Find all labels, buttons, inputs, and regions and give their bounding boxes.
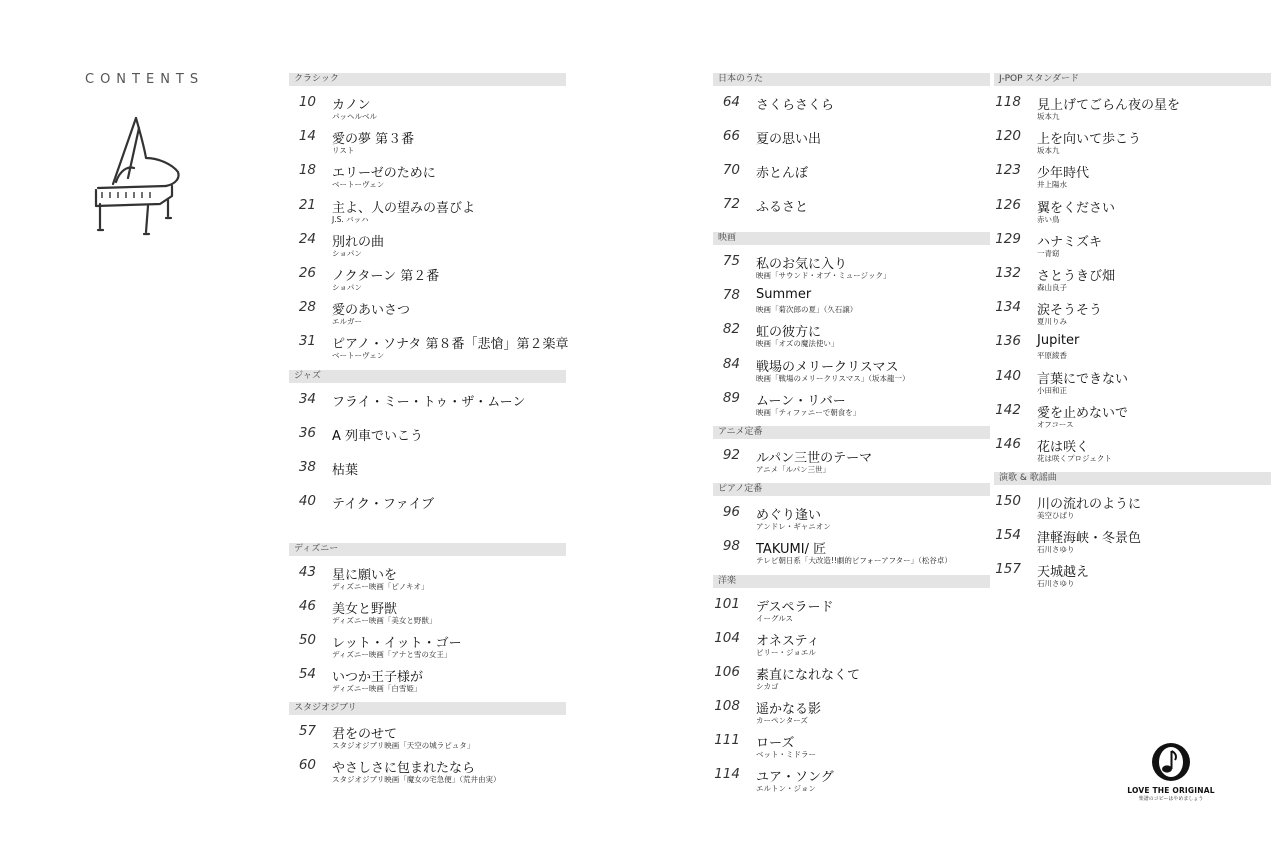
page-number: 28 — [298, 299, 316, 316]
toc-entry[interactable] — [289, 556, 566, 590]
song-artist: 井上陽水 — [1037, 180, 1067, 190]
toc-entry[interactable] — [713, 348, 990, 382]
song-title: ユア・ソング — [756, 770, 834, 786]
section-header: 洋楽 — [713, 575, 990, 588]
page-number: 92 — [722, 446, 740, 463]
song-artist: 坂本九 — [1037, 146, 1060, 156]
song-title: 主よ、人の望みの喜びよ — [332, 200, 476, 216]
song-title: ムーン・リバー — [756, 393, 846, 409]
toc-entry[interactable] — [289, 417, 566, 451]
song-title: 素直になれなくて — [756, 667, 861, 683]
song-title: 星に願いを — [332, 567, 398, 583]
song-artist: ディズニー映画「ピノキオ」 — [332, 581, 429, 591]
song-title: ピアノ・ソナタ 第８番「悲愴」第２楽章 — [332, 337, 569, 353]
song-title: TAKUMI/ 匠 — [756, 542, 827, 558]
page-number: 120 — [995, 128, 1021, 145]
song-title: 虹の彼方に — [756, 325, 822, 341]
song-title: 上を向いて歩こう — [1037, 132, 1142, 148]
section-header: ディズニー — [289, 543, 566, 556]
song-artist: 花は咲くプロジェクト — [1037, 453, 1112, 463]
song-artist: 映画「オズの魔法使い」 — [756, 339, 839, 349]
song-title: 枯葉 — [332, 462, 359, 478]
song-title: ローズ — [756, 736, 795, 752]
page-number: 146 — [995, 435, 1021, 452]
song-title: ふるさと — [756, 200, 809, 215]
song-title: ノクターン 第２番 — [332, 268, 440, 284]
song-artist: 石川さゆり — [1037, 545, 1075, 555]
song-artist: ベートーヴェン — [332, 180, 385, 190]
toc-entry[interactable] — [713, 758, 990, 792]
song-title: 赤とんぼ — [756, 166, 809, 181]
song-artist: 夏川りみ — [1037, 317, 1067, 327]
song-artist: 平原綾香 — [1037, 351, 1067, 361]
section-header: 演歌 & 歌謡曲 — [994, 472, 1271, 485]
music-note-logo-icon — [1148, 740, 1194, 784]
song-title: レット・イット・ゴー — [332, 635, 462, 651]
page-number: 82 — [722, 321, 740, 338]
song-artist: 石川さゆり — [1037, 579, 1075, 589]
song-title: 翼をください — [1037, 200, 1116, 216]
song-artist: オフコース — [1037, 419, 1074, 429]
song-title: デスペラード — [756, 599, 834, 615]
song-artist: ベット・ミドラー — [756, 750, 816, 760]
page-number: 64 — [722, 94, 740, 110]
toc-section — [289, 543, 566, 701]
song-artist: ショパン — [332, 248, 362, 258]
toc-entry[interactable] — [713, 120, 990, 154]
page-number: 114 — [714, 766, 740, 783]
section-header: ピアノ定番 — [713, 483, 990, 496]
song-artist: スタジオジブリ映画「魔女の宅急便」（荒井由実） — [332, 775, 501, 785]
toc-entry[interactable] — [289, 86, 566, 120]
page-number: 89 — [722, 389, 740, 406]
section-header: アニメ定番 — [713, 426, 990, 439]
song-artist: エルガー — [332, 317, 362, 327]
song-title: 愛のあいさつ — [332, 303, 411, 319]
page-number: 154 — [995, 527, 1021, 544]
page-number: 24 — [298, 230, 316, 247]
page-number: 40 — [298, 492, 316, 509]
toc-entry[interactable] — [713, 656, 990, 690]
page-number: 140 — [995, 367, 1021, 384]
page-number: 104 — [714, 629, 740, 646]
page-number: 142 — [995, 401, 1021, 418]
toc-entry[interactable] — [994, 428, 1271, 462]
page-number: 78 — [722, 287, 740, 304]
toc-entry[interactable] — [289, 451, 566, 485]
song-artist: ディズニー映画「アナと雪の女王」 — [332, 649, 452, 659]
song-title: 私のお気に入り — [756, 257, 848, 272]
page-number: 136 — [995, 333, 1021, 350]
toc-entry[interactable] — [994, 154, 1271, 188]
page-number: 66 — [722, 128, 740, 144]
page-number: 14 — [298, 128, 316, 145]
song-title: めぐり逢い — [756, 508, 822, 524]
toc-entry[interactable] — [994, 257, 1271, 291]
toc-entry[interactable] — [713, 188, 990, 222]
song-artist: 映画「戦場のメリークリスマス」（坂本龍一） — [756, 373, 910, 383]
song-artist: 赤い鳥 — [1037, 214, 1060, 224]
page-number: 34 — [298, 390, 316, 407]
song-artist: 映画「菊次郎の夏」（久石譲） — [756, 305, 858, 315]
page-number: 118 — [995, 94, 1021, 110]
logo-text: LOVE THE ORIGINAL — [1127, 786, 1215, 795]
toc-entry[interactable] — [289, 223, 566, 257]
toc-entry[interactable] — [289, 154, 566, 188]
song-title: Jupiter — [1037, 333, 1080, 349]
section-header: クラシック — [289, 73, 566, 86]
song-artist: ディズニー映画「白雪姫」 — [332, 684, 422, 694]
toc-entry[interactable] — [994, 519, 1271, 553]
song-title: オネスティ — [756, 633, 820, 649]
page-number: 129 — [995, 230, 1021, 247]
song-artist: ディズニー映画「美女と野獣」 — [332, 615, 437, 625]
toc-section — [289, 73, 569, 368]
toc-entry[interactable] — [713, 439, 990, 473]
song-title: 遥かなる影 — [756, 702, 822, 718]
toc-section — [713, 73, 990, 230]
page-number: 150 — [995, 493, 1021, 510]
page-number: 106 — [714, 663, 740, 680]
toc-entry[interactable] — [994, 325, 1271, 359]
toc-entry[interactable] — [713, 313, 990, 347]
song-title: やさしさに包まれたなら — [332, 761, 476, 777]
song-title: 戦場のメリークリスマス — [756, 359, 899, 375]
toc-section — [713, 575, 990, 801]
toc-column-2 — [713, 73, 990, 801]
song-title: 愛の夢 第３番 — [332, 132, 415, 148]
toc-entry[interactable] — [713, 279, 990, 313]
toc-entry[interactable] — [713, 382, 990, 416]
toc-entry[interactable] — [289, 658, 566, 692]
page-number: 126 — [995, 196, 1021, 213]
page-number: 26 — [298, 264, 316, 281]
page-number: 57 — [298, 723, 316, 740]
song-artist: ビリー・ジョエル — [756, 647, 816, 657]
toc-entry[interactable] — [289, 485, 566, 519]
page-number: 123 — [995, 162, 1021, 179]
section-header: J-POP スタンダード — [994, 73, 1271, 86]
toc-section — [994, 472, 1271, 596]
page-number: 72 — [722, 196, 740, 212]
toc-entry[interactable] — [289, 715, 566, 749]
section-header: 映画 — [713, 232, 990, 245]
toc-section — [713, 426, 990, 481]
song-artist: 映画「ティファニーで朝食を」 — [756, 407, 861, 417]
song-title: いつか王子様が — [332, 670, 424, 686]
toc-entry[interactable] — [713, 154, 990, 188]
song-artist: アニメ「ルパン三世」 — [756, 464, 831, 474]
song-artist: 映画「サウンド・オブ・ミュージック」 — [756, 271, 891, 280]
page-number: 132 — [995, 264, 1021, 281]
song-artist: ベートーヴェン — [332, 351, 385, 361]
toc-section — [713, 483, 990, 572]
page-title: CONTENTS — [85, 72, 205, 87]
page-number: 54 — [298, 666, 316, 683]
toc-entry[interactable] — [713, 622, 990, 656]
song-artist: 坂本九 — [1037, 112, 1060, 121]
song-artist: パッヘルベル — [332, 112, 377, 121]
page-number: 96 — [722, 504, 740, 521]
page-number: 70 — [722, 162, 740, 178]
page-number: 134 — [995, 299, 1021, 316]
logo-subtext: 楽譜のコピーはやめましょう — [1138, 796, 1204, 802]
song-title: 天城越え — [1037, 565, 1090, 581]
toc-column-3 — [994, 73, 1271, 596]
toc-entry[interactable] — [994, 120, 1271, 154]
page-number: 21 — [298, 196, 316, 213]
toc-entry[interactable] — [289, 189, 566, 223]
song-artist: シカゴ — [756, 681, 779, 691]
toc-section — [289, 702, 566, 791]
song-title: 花は咲く — [1037, 439, 1090, 455]
toc-entry[interactable] — [994, 189, 1271, 223]
song-title: ルパン三世のテーマ — [756, 450, 873, 466]
toc-entry[interactable] — [289, 325, 569, 361]
page-number: 31 — [298, 333, 316, 350]
page-number: 50 — [298, 631, 316, 648]
song-title: カノン — [332, 98, 371, 113]
toc-section — [713, 232, 990, 424]
song-artist: J.S. バッハ — [332, 214, 369, 224]
toc-entry[interactable] — [713, 588, 990, 622]
song-title: 少年時代 — [1037, 166, 1090, 182]
page-number: 157 — [995, 561, 1021, 578]
song-artist: 一青窈 — [1037, 248, 1060, 258]
toc-entry[interactable] — [289, 590, 566, 624]
page-number: 75 — [722, 253, 740, 269]
song-title: テイク・ファイブ — [332, 496, 435, 512]
toc-column-1 — [289, 73, 569, 792]
song-artist: カーペンターズ — [756, 716, 808, 726]
toc-entry[interactable] — [713, 530, 990, 564]
toc-entry[interactable] — [289, 120, 566, 154]
page-number: 46 — [298, 597, 316, 614]
toc-entry[interactable] — [713, 245, 990, 279]
song-artist: イーグルス — [756, 613, 794, 623]
toc-entry[interactable] — [994, 553, 1271, 587]
song-title: 津軽海峡・冬景色 — [1037, 531, 1142, 547]
toc-entry[interactable] — [713, 496, 990, 530]
song-title: さとうきび畑 — [1037, 268, 1116, 284]
song-title: 言葉にできない — [1037, 371, 1129, 387]
page-number: 36 — [298, 424, 316, 441]
song-title: 見上げてごらん夜の星を — [1037, 98, 1181, 113]
song-title: 美女と野獣 — [332, 601, 398, 617]
song-title: 川の流れのように — [1037, 497, 1142, 513]
page-number: 101 — [714, 595, 740, 612]
toc-entry[interactable] — [994, 360, 1271, 394]
toc-entry[interactable] — [994, 223, 1271, 257]
section-header: スタジオジブリ — [289, 702, 566, 715]
toc-entry[interactable] — [994, 394, 1271, 428]
toc-entry[interactable] — [289, 291, 566, 325]
toc-entry[interactable] — [713, 724, 990, 758]
page-number: 108 — [714, 698, 740, 715]
song-artist: アンドレ・ギャニオン — [756, 522, 831, 532]
song-artist: スタジオジブリ映画「天空の城ラピュタ」 — [332, 741, 475, 751]
section-header: 日本のうた — [713, 73, 990, 86]
song-title: さくらさくら — [756, 98, 835, 113]
love-the-original-logo — [1126, 740, 1216, 802]
toc-section — [994, 73, 1271, 470]
toc-entry[interactable] — [994, 86, 1271, 120]
song-artist: 森山良子 — [1037, 282, 1067, 292]
song-title: Summer — [756, 287, 812, 303]
toc-entry[interactable] — [994, 291, 1271, 325]
song-title: A 列車でいこう — [332, 428, 424, 444]
page-number: 98 — [722, 538, 740, 555]
page-number: 18 — [298, 162, 316, 179]
toc-entry[interactable] — [289, 257, 566, 291]
grand-piano-icon — [88, 112, 188, 236]
song-artist: 小田和正 — [1037, 385, 1067, 395]
song-artist: テレビ朝日系「大改造!!劇的ビフォーアフター」（松谷卓） — [756, 556, 952, 566]
toc-entry[interactable] — [713, 690, 990, 724]
song-artist: エルトン・ジョン — [756, 784, 816, 794]
page-number: 84 — [722, 355, 740, 372]
song-title: フライ・ミー・トゥ・ザ・ムーン — [332, 394, 526, 410]
toc-entry[interactable] — [713, 86, 990, 120]
section-header: ジャズ — [289, 370, 566, 383]
song-title: ハナミズキ — [1037, 234, 1103, 250]
page-number: 111 — [714, 732, 740, 749]
toc-entry[interactable] — [994, 485, 1271, 519]
song-artist: リスト — [332, 146, 355, 156]
toc-section — [289, 370, 566, 541]
toc-entry[interactable] — [289, 383, 566, 417]
page-number: 60 — [298, 757, 316, 774]
song-artist: 美空ひばり — [1037, 511, 1075, 521]
song-title: 愛を止めないで — [1037, 405, 1129, 421]
page-number: 43 — [298, 563, 316, 580]
song-title: 君をのせて — [332, 727, 398, 743]
page-number: 10 — [298, 94, 316, 110]
page-number: 38 — [298, 458, 316, 475]
song-title: 夏の思い出 — [756, 132, 822, 147]
toc-entry[interactable] — [289, 749, 566, 783]
song-artist: ショパン — [332, 282, 362, 292]
song-title: 別れの曲 — [332, 234, 385, 250]
toc-entry[interactable] — [289, 624, 566, 658]
song-title: エリーゼのために — [332, 166, 436, 182]
song-title: 涙そうそう — [1037, 303, 1103, 319]
